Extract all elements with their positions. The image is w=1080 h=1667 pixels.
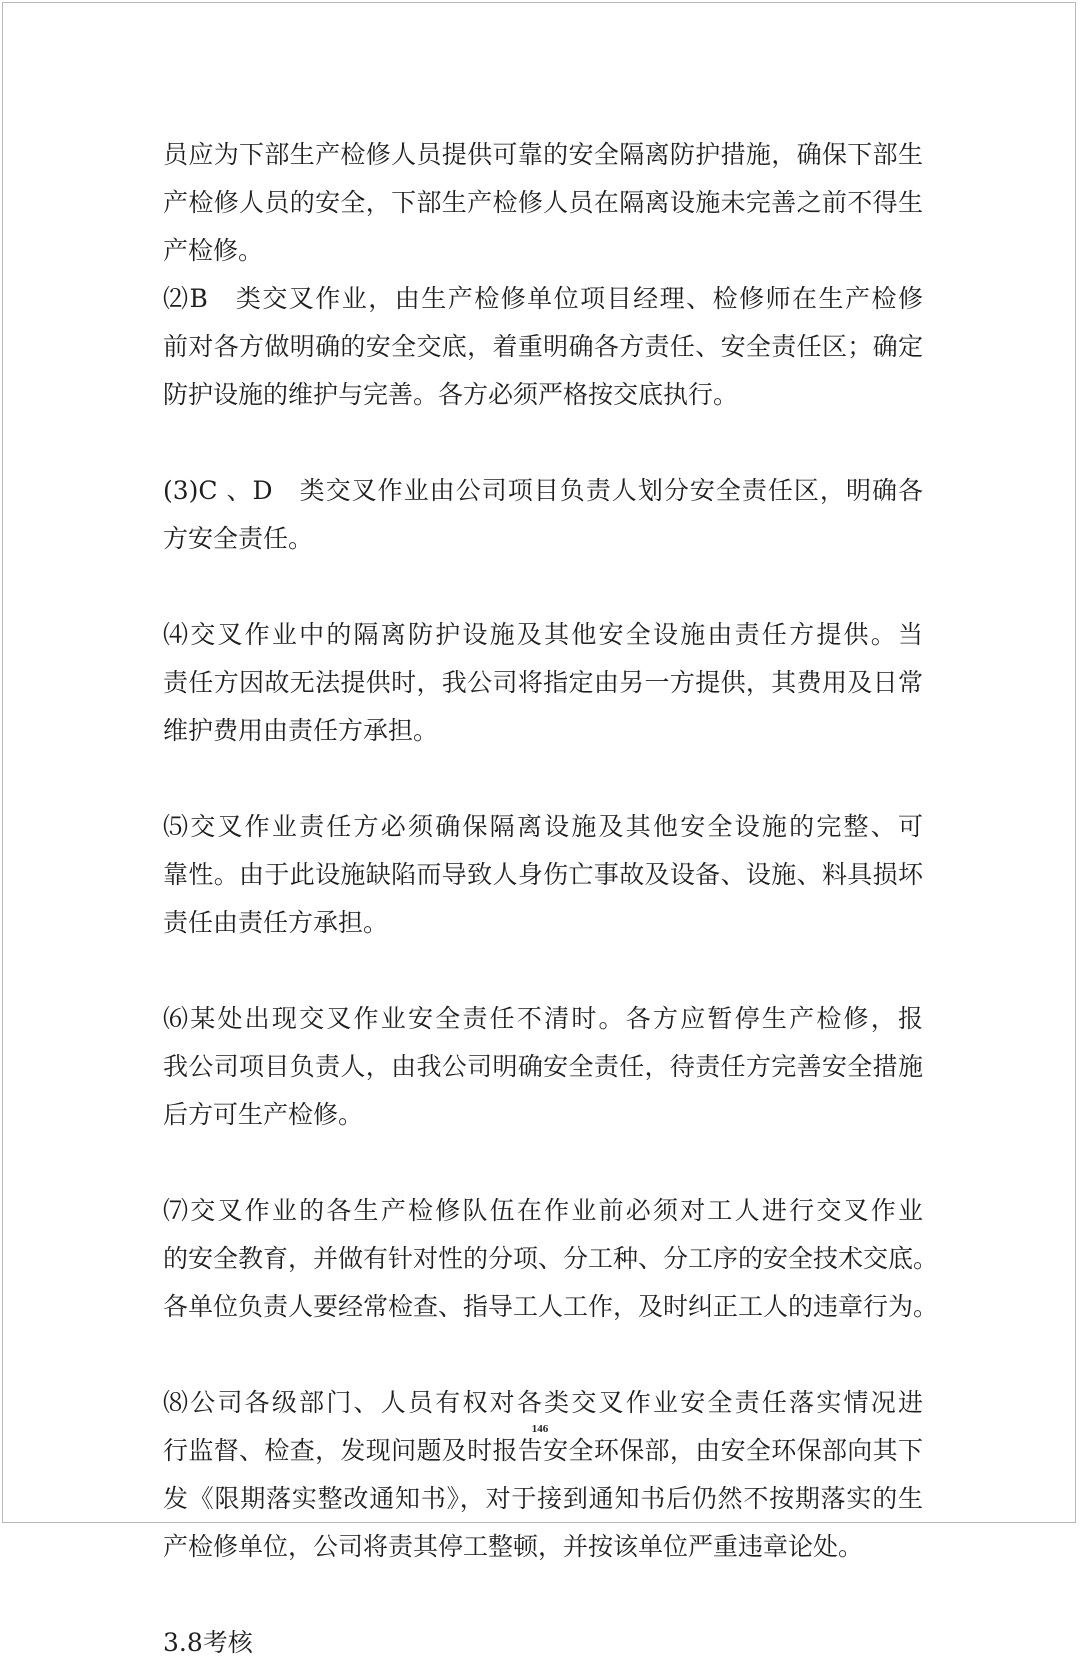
text-line: ⑺交叉作业的各生产检修队伍在作业前必须对工人进行交叉作业 (163, 1196, 923, 1225)
text-line: 防护设施的维护与完善。各方必须严格按交底执行。 (163, 380, 739, 409)
text-line: 前对各方做明确的安全交底，着重明确各方责任、安全责任区；确定 (163, 332, 923, 361)
blank-line (163, 563, 923, 611)
text-line: 的安全教育，并做有针对性的分项、分工种、分工序的安全技术交底。 (163, 1244, 939, 1273)
text-line: 靠性。由于此设施缺陷而导致人身伤亡事故及设备、设施、料具损坏 (163, 860, 923, 889)
text-line: 产检修。 (163, 236, 264, 265)
text-line: ⑷交叉作业中的隔离防护设施及其他安全设施由责任方提供。当 (163, 620, 923, 649)
text-line: (3)C 、D 类交叉作业由公司项目负责人划分安全责任区，明确各 (163, 476, 923, 505)
text-line: 维护费用由责任方承担。 (163, 716, 439, 745)
text-line: 行监督、检查，发现问题及时报告安全环保部，由安全环保部向其下 (163, 1436, 923, 1465)
text-line: 发《限期落实整改通知书》，对于接到通知书后仍然不按期落实的生 (163, 1484, 923, 1513)
text-line: 各单位负责人要经常检查、指导工人工作，及时纠正工人的违章行为。 (163, 1292, 939, 1321)
page-number: 146 (531, 1423, 549, 1435)
text-line: 责任由责任方承担。 (163, 908, 389, 937)
blank-line (163, 419, 923, 467)
document-body (163, 131, 939, 1667)
text-line: 产检修单位，公司将责其停工整顿，并按该单位严重违章论处。 (163, 1532, 864, 1561)
blank-line (163, 947, 923, 995)
blank-line (163, 1571, 923, 1619)
text-line: ⑸交叉作业责任方必须确保隔离设施及其他安全设施的完整、可 (163, 812, 923, 841)
text-line: ⑵B 类交叉作业，由生产检修单位项目经理、检修师在生产检修 (163, 284, 923, 313)
text-line: ⑹某处出现交叉作业安全责任不清时。各方应暂停生产检修，报 (163, 1004, 923, 1033)
text-line: 责任方因故无法提供时，我公司将指定由另一方提供，其费用及日常 (163, 668, 923, 697)
blank-line (163, 1331, 923, 1379)
section-heading: 3.8考核 (163, 1628, 253, 1657)
text-line: 产检修人员的安全，下部生产检修人员在隔离设施未完善之前不得生 (163, 188, 923, 217)
text-line: ⑻公司各级部门、人员有权对各类交叉作业安全责任落实情况进 (163, 1388, 923, 1417)
text-line: 方安全责任。 (163, 524, 314, 553)
text-line: 后方可生产检修。 (163, 1100, 364, 1129)
text-line: 员应为下部生产检修人员提供可靠的安全隔离防护措施，确保下部生 (163, 140, 923, 169)
text-line: 我公司项目负责人，由我公司明确安全责任，待责任方完善安全措施 (163, 1052, 923, 1081)
blank-line (163, 1139, 923, 1187)
blank-line (163, 755, 923, 803)
